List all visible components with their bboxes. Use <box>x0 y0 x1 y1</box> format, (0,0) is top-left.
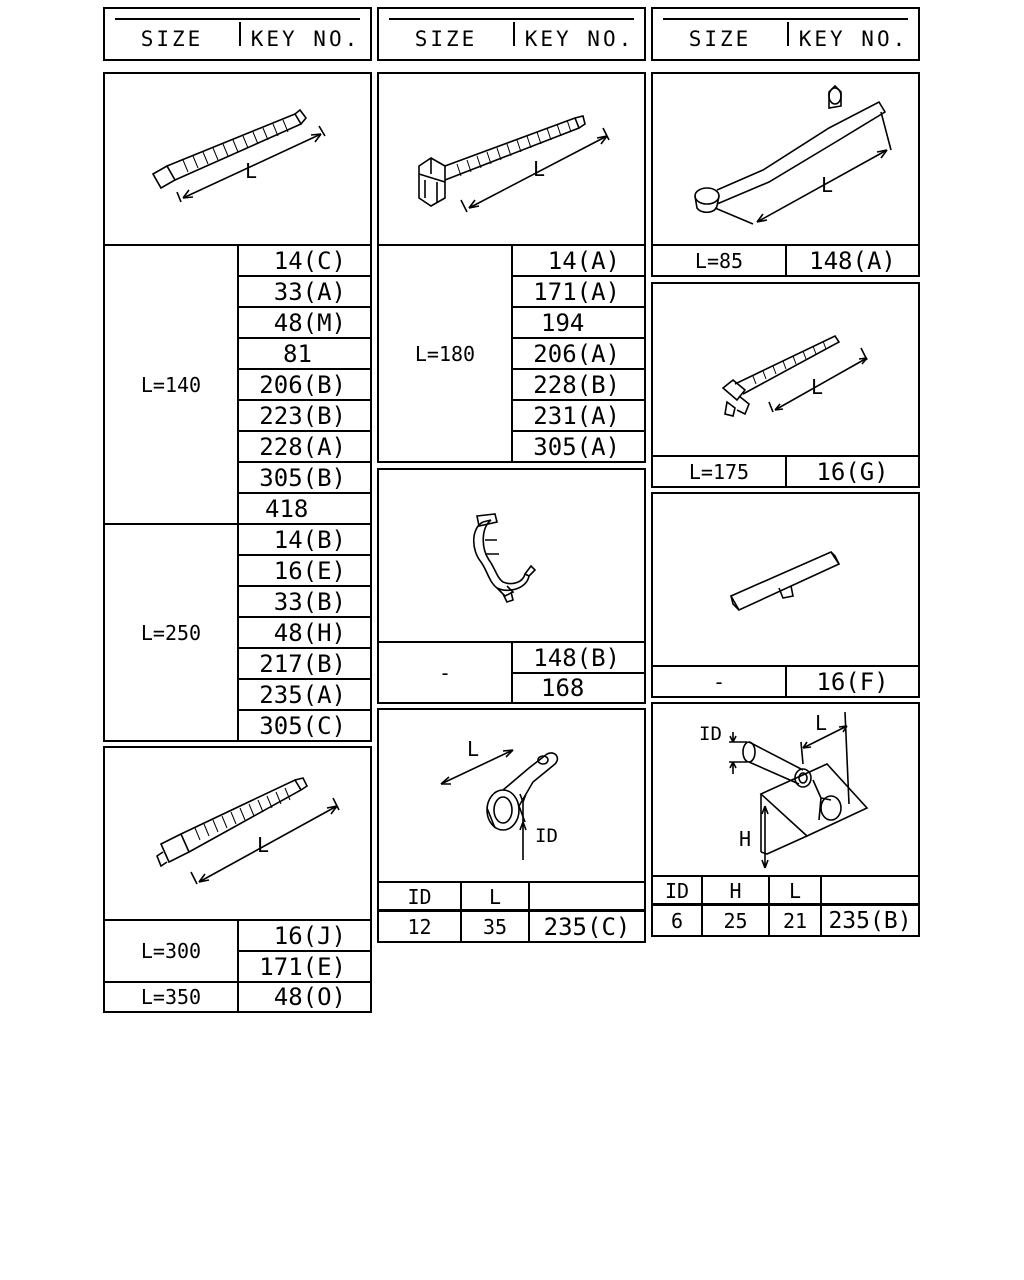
dim-l-label: L <box>811 375 824 399</box>
cable-tie-illustration <box>103 72 372 246</box>
key-cell[interactable]: 148(B) <box>511 641 646 674</box>
column-header: H <box>701 875 770 906</box>
key-cell[interactable]: 206(B) <box>237 368 372 401</box>
key-cell[interactable]: 228(A) <box>237 430 372 463</box>
size-cell: - <box>651 665 787 698</box>
key-cell[interactable]: 171(E) <box>237 950 372 983</box>
key-cell[interactable]: 223(B) <box>237 399 372 432</box>
size-cell: L=175 <box>651 455 787 488</box>
pipe-bracket-illustration <box>651 702 920 877</box>
key-cell[interactable]: 235(C) <box>528 910 646 943</box>
key-cell[interactable]: 148(A) <box>785 244 920 277</box>
header-key-label: KEY NO. <box>524 27 635 51</box>
table-cell: 6 <box>651 904 703 937</box>
column-header: L <box>460 881 530 912</box>
header-col3 <box>651 7 920 61</box>
column-header <box>820 875 920 906</box>
key-cell[interactable]: 235(A) <box>237 678 372 711</box>
header-key-label: KEY NO. <box>798 27 909 51</box>
key-cell[interactable]: 194 <box>511 306 646 339</box>
dim-l-label: L <box>533 157 546 181</box>
column-header: L <box>768 875 822 906</box>
key-cell[interactable]: 168 <box>511 672 646 704</box>
header-size-label: SIZE <box>140 27 204 51</box>
cable-tie-with-mount-illustration <box>377 72 646 246</box>
key-cell[interactable]: 228(B) <box>511 368 646 401</box>
header-size-label: SIZE <box>688 27 752 51</box>
size-cell: L=350 <box>103 981 239 1013</box>
dim-id-label: ID <box>699 723 722 745</box>
table-cell: 21 <box>768 904 822 937</box>
key-cell[interactable]: 14(B) <box>237 523 372 556</box>
strap-with-clip-illustration <box>651 72 920 246</box>
key-cell[interactable]: 305(B) <box>237 461 372 494</box>
header-col1 <box>103 7 372 61</box>
key-cell[interactable]: 14(A) <box>511 244 646 277</box>
column-header: ID <box>651 875 703 906</box>
key-cell[interactable]: 16(J) <box>237 919 372 952</box>
table-cell: 25 <box>701 904 770 937</box>
key-cell[interactable]: 16(E) <box>237 554 372 587</box>
dim-l-label: L <box>815 711 828 735</box>
header-key-label: KEY NO. <box>250 27 361 51</box>
dim-l-label: L <box>821 173 834 197</box>
dim-l-label: L <box>467 737 480 761</box>
size-cell: L=85 <box>651 244 787 277</box>
key-cell[interactable]: 48(O) <box>237 981 372 1013</box>
key-cell[interactable]: 217(B) <box>237 647 372 680</box>
column-header: ID <box>377 881 462 912</box>
key-cell[interactable]: 235(B) <box>820 904 920 937</box>
key-cell[interactable]: 231(A) <box>511 399 646 432</box>
key-cell[interactable]: 305(A) <box>511 430 646 463</box>
key-cell[interactable]: 33(A) <box>237 275 372 308</box>
key-cell[interactable]: 33(B) <box>237 585 372 618</box>
key-cell[interactable]: 48(M) <box>237 306 372 339</box>
size-cell: L=140 <box>103 244 239 525</box>
table-cell: 35 <box>460 910 530 943</box>
key-cell[interactable]: 206(A) <box>511 337 646 370</box>
key-cell[interactable]: 14(C) <box>237 244 372 277</box>
key-cell[interactable]: 16(F) <box>785 665 920 698</box>
dim-id-label: ID <box>535 825 558 847</box>
size-cell: L=250 <box>103 523 239 742</box>
dim-h-label: H <box>739 827 752 851</box>
table-cell: 12 <box>377 910 462 943</box>
cable-tie-large-illustration <box>103 746 372 921</box>
key-cell[interactable]: 48(H) <box>237 616 372 649</box>
key-cell[interactable]: 305(C) <box>237 709 372 742</box>
key-cell[interactable]: 81 <box>237 337 372 370</box>
size-cell: L=180 <box>377 244 513 463</box>
column-header <box>528 881 646 912</box>
key-cell[interactable]: 418 <box>237 492 372 525</box>
header-size-label: SIZE <box>414 27 478 51</box>
header-col2 <box>377 7 646 61</box>
tie-with-push-mount-illustration <box>651 282 920 457</box>
size-cell: - <box>377 641 513 704</box>
p-clamp-illustration <box>377 708 646 883</box>
flat-band-clip-illustration <box>651 492 920 667</box>
key-cell[interactable]: 16(G) <box>785 455 920 488</box>
dim-l-label: L <box>245 159 258 183</box>
dim-l-label: L <box>257 833 270 857</box>
key-cell[interactable]: 171(A) <box>511 275 646 308</box>
size-cell: L=300 <box>103 919 239 983</box>
harness-clip-illustration <box>377 468 646 643</box>
